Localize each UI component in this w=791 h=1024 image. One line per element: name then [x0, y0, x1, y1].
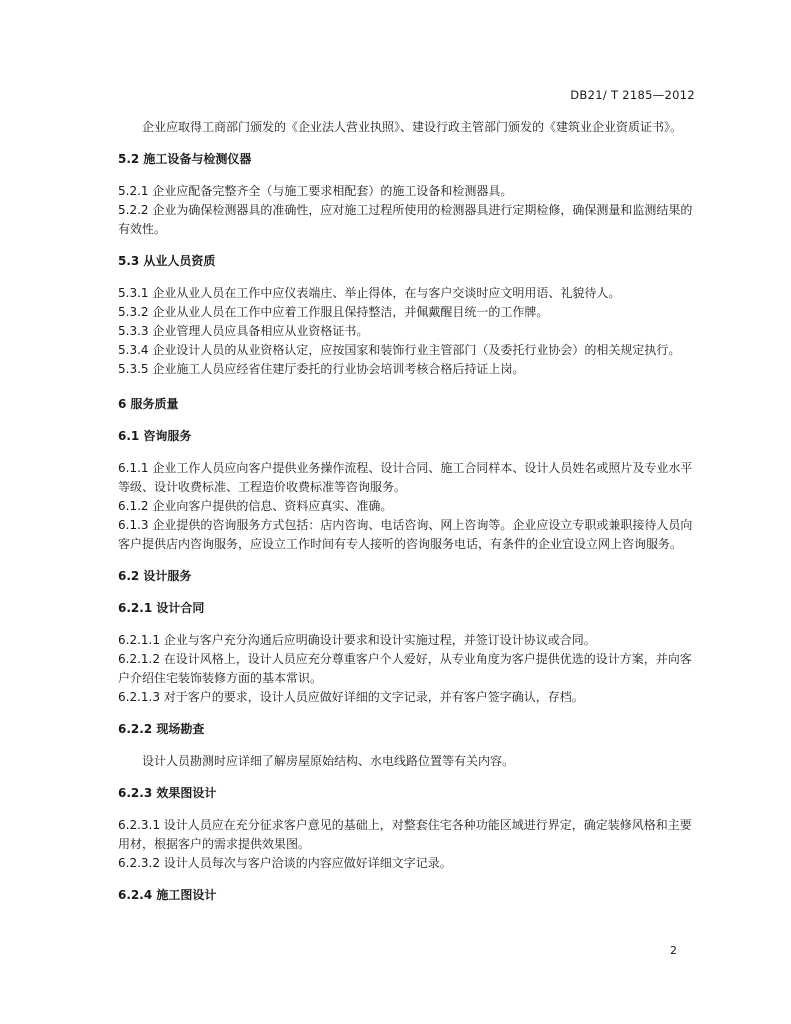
- paragraph: 6.2.1.1 企业与客户充分沟通后应明确设计要求和设计实施过程，并签订设计协议或合同。: [118, 633, 596, 647]
- section-heading: 5.3 从业人员资质: [118, 254, 216, 268]
- paragraph: 6.2.1.2 在设计风格上，设计人员应充分尊重客户个人爱好，从专业角度为客户提供优选的设计方案，并向客户介绍住宅装饰装修方面的基本常识。: [118, 652, 692, 685]
- paragraph: 5.3.2 企业从业人员在工作中应着工作服且保持整洁，并佩戴醒目统一的工作牌。: [118, 305, 549, 319]
- section-heading: 6.1 咨询服务: [118, 429, 192, 443]
- paragraph: 5.3.1 企业从业人员在工作中应仪表端庄、举止得体，在与客户交谈时应文明用语、礼貌待人。: [118, 286, 621, 300]
- document-body: [118, 118, 694, 905]
- paragraph: 6.2.3.1 设计人员应在充分征求客户意见的基础上，对整套住宅各种功能区域进行界定，确定装修风格和主要用材，根据客户的需求提供效果图。: [118, 818, 692, 851]
- section-heading: 5.2 施工设备与检测仪器: [118, 152, 252, 166]
- paragraph: 6.1.3 企业提供的咨询服务方式包括：店内咨询、电话咨询、网上咨询等。企业应设立专职或兼职接待人员向客户提供店内咨询服务，应设立工作时间有专人接听的咨询服务电话，有条件的企业宜设立网上咨询服务。: [118, 518, 693, 551]
- paragraph: 5.3.4 企业设计人员的从业资格认定，应按国家和装饰行业主管部门（及委托行业协会）的相关规定执行。: [118, 343, 681, 357]
- paragraph: 6.2.1.3 对于客户的要求，设计人员应做好详细的文字记录，并有客户签字确认，存档。: [118, 690, 584, 704]
- section-heading: 6.2.3 效果图设计: [118, 786, 217, 800]
- paragraph: 企业应取得工商部门颁发的《企业法人营业执照》、建设行政主管部门颁发的《建筑业企业资质证书》。: [142, 120, 683, 134]
- page-number: 2: [670, 944, 677, 957]
- section-heading: 6 服务质量: [118, 397, 179, 411]
- paragraph: 6.1.1 企业工作人员应向客户提供业务操作流程、设计合同、施工合同样本、设计人员姓名或照片及专业水平等级、设计收费标准、工程造价收费标准等咨询服务。: [118, 461, 693, 494]
- paragraph: 6.1.2 企业向客户提供的信息、资料应真实、准确。: [118, 499, 393, 513]
- section-heading: 6.2.2 现场勘查: [118, 722, 205, 736]
- paragraph: 5.2.1 企业应配备完整齐全（与施工要求相配套）的施工设备和检测器具。: [118, 184, 513, 198]
- paragraph: 5.3.3 企业管理人员应具备相应从业资格证书。: [118, 324, 369, 338]
- paragraph: 5.2.2 企业为确保检测器具的准确性，应对施工过程所使用的检测器具进行定期检修，确保测量和监测结果的有效性。: [118, 203, 693, 236]
- document-code-header: DB21/ T 2185—2012: [570, 88, 695, 102]
- paragraph: 6.2.3.2 设计人员每次与客户洽谈的内容应做好详细文字记录。: [118, 856, 452, 870]
- paragraph: 5.3.5 企业施工人员应经省住建厅委托的行业协会培训考核合格后持证上岗。: [118, 362, 525, 376]
- paragraph: 设计人员勘测时应详细了解房屋原始结构、水电线路位置等有关内容。: [142, 754, 515, 768]
- section-heading: 6.2 设计服务: [118, 569, 192, 583]
- section-heading: 6.2.4 施工图设计: [118, 888, 217, 902]
- section-heading: 6.2.1 设计合同: [118, 601, 205, 615]
